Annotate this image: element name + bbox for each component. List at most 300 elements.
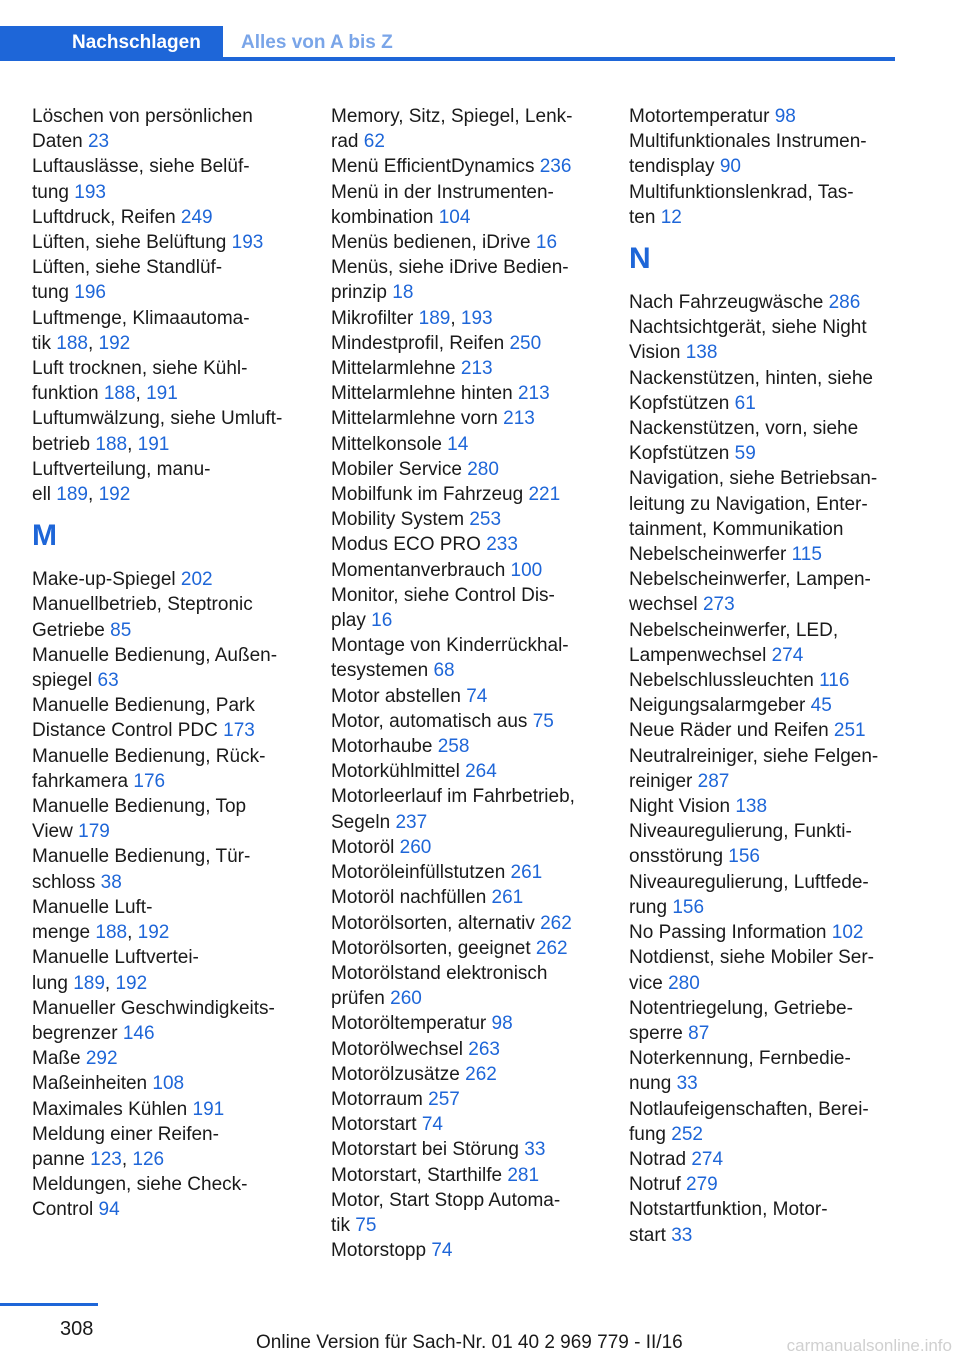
page-link[interactable]: 33: [524, 1139, 546, 1161]
index-entry-term: Motorstart bei Störung: [331, 1139, 519, 1161]
index-entry-text: [629, 1122, 897, 1147]
index-entry-text: [331, 734, 599, 759]
index-entry-term: Daten: [32, 131, 83, 153]
index-entry-text: [331, 936, 599, 961]
page-link[interactable]: 286: [828, 292, 861, 314]
index-entry-text: [629, 340, 897, 365]
page-link[interactable]: 94: [98, 1199, 120, 1221]
page-link[interactable]: 260: [399, 836, 432, 858]
index-entry-text: lung 189, 192: [32, 972, 148, 994]
page-link[interactable]: 251: [833, 720, 866, 742]
page-link[interactable]: 274: [771, 644, 804, 666]
index-entry-text: [32, 844, 300, 869]
index-entry-term: Mindestprofil, Reifen: [331, 332, 505, 354]
page-link[interactable]: 23: [87, 131, 110, 153]
section-letter: N: [629, 242, 651, 276]
index-entry: [32, 895, 300, 945]
index-entry-term: Motorraum: [331, 1088, 423, 1110]
page-link[interactable]: 74: [466, 685, 488, 707]
index-entry-term: Control: [32, 1199, 94, 1221]
index-entry-term: kombination: [331, 206, 434, 228]
page-link[interactable]: 33: [676, 1073, 698, 1095]
index-entry-text: [629, 129, 897, 154]
index-entry-text: [331, 885, 599, 910]
index-entry-term: Motorkühlmittel: [331, 761, 460, 783]
index-entry: [331, 1238, 599, 1263]
index-entry-term: Neutralreiniger, siehe Felgen-: [629, 745, 879, 767]
page-link[interactable]: 156: [728, 846, 760, 868]
index-entry-text: [629, 668, 897, 693]
page-link[interactable]: 260: [390, 988, 422, 1010]
index-entry-term: Distance Control PDC: [32, 720, 218, 742]
index-entry-text: [629, 290, 897, 315]
index-entry-text: [32, 255, 300, 280]
index-entry-term: onsstörung: [629, 846, 724, 868]
page-link[interactable]: 188: [56, 332, 88, 354]
page-link[interactable]: 173: [223, 720, 255, 742]
index-entry: [629, 945, 897, 995]
page-link[interactable]: 189: [56, 484, 88, 506]
index-entry: [331, 1062, 599, 1087]
index-entry-term: Lüften, siehe Standlüf-: [32, 257, 223, 279]
index-column-2: [331, 104, 599, 1263]
page-link[interactable]: 102: [831, 922, 864, 944]
page-link[interactable]: 59: [734, 443, 756, 465]
page-link[interactable]: 280: [668, 972, 700, 994]
index-entry-text: [331, 432, 599, 457]
page-link[interactable]: 263: [468, 1038, 500, 1060]
tab-nachschlagen[interactable]: Nachschlagen: [0, 26, 223, 61]
index-entry: [331, 684, 599, 709]
index-entry-text: [331, 684, 599, 709]
page-link[interactable]: 188: [103, 383, 136, 405]
page-link[interactable]: 279: [686, 1174, 718, 1196]
index-entry-term: Menü in der Instrumenten-: [331, 181, 554, 203]
page-link[interactable]: 191: [192, 1098, 225, 1120]
index-entry: [629, 129, 897, 179]
index-entry: [32, 1122, 300, 1172]
index-entry-term: Notstartfunktion, Motor-: [629, 1199, 828, 1221]
index-entry-text: [629, 1046, 897, 1071]
index-entry-term: reiniger: [629, 770, 693, 792]
index-entry: [32, 356, 300, 406]
index-entry-term: fahrkamera: [32, 770, 129, 792]
index-entry-text: [629, 416, 897, 441]
index-entry-term: Luftmenge, Klimaautoma-: [32, 307, 250, 329]
page-link[interactable]: 236: [539, 156, 572, 178]
index-entry-text: [331, 810, 599, 835]
page-link[interactable]: 192: [98, 332, 131, 354]
page-link[interactable]: 281: [507, 1164, 540, 1186]
index-entry-text: betrieb 188, 191: [32, 433, 170, 455]
index-entry-text: [32, 769, 300, 794]
page-link[interactable]: 273: [702, 594, 735, 616]
index-entry: [331, 154, 599, 179]
page-link[interactable]: 196: [74, 282, 106, 304]
page-link[interactable]: 62: [363, 131, 385, 153]
page-link[interactable]: 213: [517, 383, 550, 405]
index-entry-text: menge 188, 192: [32, 922, 170, 944]
index-entry-text: [629, 366, 897, 391]
index-entry-text: [331, 1037, 599, 1062]
index-entry: [32, 945, 300, 995]
index-entry-term: spiegel: [32, 670, 93, 692]
index-entry-term: Mikrofilter: [331, 307, 414, 329]
index-entry-text: [629, 542, 897, 567]
index-entry: [331, 911, 599, 936]
index-entry: [629, 794, 897, 819]
index-entry-text: [32, 1197, 300, 1222]
index-entry: [32, 1071, 300, 1096]
index-entry-term: Motoröltemperatur: [331, 1013, 487, 1035]
index-entry-term: Memory, Sitz, Spiegel, Lenk-: [331, 106, 573, 127]
index-entry: [32, 205, 300, 230]
index-entry-term: Montage von Kinderrückhal-: [331, 635, 569, 657]
index-entry-text: [331, 1238, 599, 1263]
index-entry: [331, 1037, 599, 1062]
index-entry: [331, 381, 599, 406]
index-entry: [629, 744, 897, 794]
page-link[interactable]: 100: [510, 559, 543, 581]
page-link[interactable]: 16: [371, 610, 393, 632]
index-entry-term: Motorölzusätze: [331, 1063, 460, 1085]
index-entry-text: [629, 769, 897, 794]
index-entry-term: Night Vision: [629, 796, 731, 818]
index-entry: [32, 406, 300, 456]
page-link[interactable]: 146: [122, 1022, 155, 1044]
page-link[interactable]: 287: [697, 770, 730, 792]
page-link[interactable]: 189: [418, 307, 451, 329]
index-entry-text: [32, 718, 300, 743]
index-entry: [629, 996, 897, 1046]
index-entry: [629, 1097, 897, 1147]
index-entry: [32, 230, 300, 255]
index-entry-text: [331, 507, 599, 532]
index-entry-term: Getriebe: [32, 619, 105, 641]
index-entry-text: [331, 532, 599, 557]
page-link[interactable]: 12: [660, 206, 682, 228]
page-link[interactable]: 261: [510, 862, 543, 884]
page-link[interactable]: 18: [392, 282, 414, 304]
index-entry-text: [331, 1112, 599, 1137]
online-version-note: Online Version für Sach-Nr. 01 40 2 969 779 - II/16: [256, 1332, 683, 1353]
index-entry-term: Motor, automatisch aus: [331, 710, 528, 732]
page-link[interactable]: 63: [97, 670, 119, 692]
index-entry-text: [331, 911, 599, 936]
index-entry-term: Motoröl: [331, 836, 395, 858]
index-entry-term: Mittelarmlehne: [331, 358, 456, 380]
index-entry-text: [32, 945, 300, 970]
index-entry-text: [629, 492, 897, 517]
index-entry-text: [32, 996, 300, 1021]
index-entry: [32, 744, 300, 794]
index-entry-text: [32, 895, 300, 920]
index-entry-text: [32, 205, 300, 230]
page-link[interactable]: 33: [671, 1224, 693, 1246]
index-entry-text: [32, 280, 300, 305]
page-link[interactable]: 262: [465, 1063, 497, 1085]
index-entry-text: [331, 784, 599, 809]
index-entry-term: Maße: [32, 1048, 81, 1070]
page-link[interactable]: 138: [735, 796, 768, 818]
page-link[interactable]: 61: [734, 392, 756, 414]
page-link[interactable]: 14: [447, 433, 469, 455]
index-entry-term: rad: [331, 131, 359, 153]
index-entry-term: tendisplay: [629, 156, 715, 178]
index-entry-term: prinzip: [331, 282, 387, 304]
index-entry-term: Manuelle Luft-: [32, 896, 153, 918]
index-entry: [32, 693, 300, 743]
index-entry-text: [32, 1046, 300, 1071]
index-entry-term: ell: [32, 484, 52, 506]
index-entry: [629, 542, 897, 567]
index-entry-text: [629, 315, 897, 340]
page-link[interactable]: 126: [132, 1148, 165, 1170]
index-entry: [331, 306, 599, 331]
page-link[interactable]: 188: [95, 922, 128, 944]
index-entry-text: [331, 154, 599, 179]
index-entry-term: Motor abstellen: [331, 685, 461, 707]
index-entry: [629, 693, 897, 718]
page-link[interactable]: 138: [685, 342, 718, 364]
index-entry-term: fung: [629, 1123, 666, 1145]
index-entry-term: Navigation, siehe Betriebsan-: [629, 468, 878, 490]
index-entry-term: Luftauslässe, siehe Belüf-: [32, 156, 250, 178]
index-entry: [331, 961, 599, 1011]
index-entry-text: [32, 306, 300, 331]
page-link[interactable]: 189: [73, 972, 105, 994]
page-link[interactable]: 192: [115, 972, 148, 994]
page-link[interactable]: 98: [774, 106, 796, 127]
page-link[interactable]: 108: [152, 1073, 185, 1095]
index-entry: [32, 255, 300, 305]
index-entry: [629, 1172, 897, 1197]
page-link[interactable]: 45: [810, 695, 832, 717]
index-entry-text: [331, 457, 599, 482]
page-link[interactable]: 237: [395, 811, 428, 833]
index-entry-text: [629, 466, 897, 491]
index-entry-term: Nebelscheinwerfer: [629, 544, 787, 566]
index-entry-text: [629, 744, 897, 769]
index-entry: [629, 104, 897, 129]
index-entry: [331, 936, 599, 961]
index-entry-text: [331, 280, 599, 305]
index-column-1: [32, 104, 300, 1223]
index-entry-term: lung: [32, 972, 68, 994]
index-entry: [331, 1137, 599, 1162]
index-entry-term: Lüften, siehe Belüftung: [32, 232, 227, 254]
index-entry-text: [32, 180, 300, 205]
index-entry-term: ten: [629, 206, 656, 228]
page-link[interactable]: 85: [110, 619, 132, 641]
index-entry-term: Momentanverbrauch: [331, 559, 506, 581]
index-entry-text: [331, 230, 599, 255]
index-entry-text: [629, 693, 897, 718]
index-entry-term: Manuelle Bedienung, Rück-: [32, 745, 266, 767]
page-link[interactable]: 233: [486, 534, 518, 556]
page-link[interactable]: 202: [180, 569, 213, 591]
index-entry-text: [629, 643, 897, 668]
index-entry-text: [629, 1197, 897, 1222]
page-link[interactable]: 87: [688, 1022, 710, 1044]
index-entry: [331, 180, 599, 230]
index-entry-text: [331, 1188, 599, 1213]
index-entry: [629, 1046, 897, 1096]
index-entry-term: Notentriegelung, Getriebe-: [629, 997, 853, 1019]
index-entry-text: [629, 996, 897, 1021]
page-link[interactable]: 253: [469, 509, 502, 531]
page-link[interactable]: 264: [465, 761, 497, 783]
page-link[interactable]: 274: [691, 1148, 724, 1170]
page-link[interactable]: 188: [95, 433, 128, 455]
index-entry-term: Vision: [629, 342, 681, 364]
index-entry-term: Motoröleinfüllstutzen: [331, 862, 506, 884]
page-link[interactable]: 292: [85, 1048, 118, 1070]
page-link[interactable]: 98: [491, 1013, 513, 1035]
page-link[interactable]: 191: [137, 433, 170, 455]
section-letter: M: [32, 519, 57, 553]
index-entry-term: Noterkennung, Fernbedie-: [629, 1048, 851, 1070]
index-entry-term: sperre: [629, 1022, 683, 1044]
page-link[interactable]: 116: [819, 670, 850, 692]
index-entry-term: Motor, Start Stopp Automa-: [331, 1189, 561, 1211]
page-link[interactable]: 74: [421, 1114, 443, 1136]
page-link[interactable]: 261: [491, 887, 524, 909]
page-link[interactable]: 193: [74, 181, 106, 203]
page-link[interactable]: 193: [231, 232, 264, 254]
page-link[interactable]: 191: [146, 383, 178, 405]
index-entry: [331, 255, 599, 305]
page-link[interactable]: 280: [467, 458, 499, 480]
index-entry: [32, 643, 300, 693]
index-entry-text: [331, 406, 599, 431]
index-entry-text: panne 123, 126: [32, 1148, 165, 1170]
index-entry-text: [629, 920, 897, 945]
index-entry: [32, 996, 300, 1046]
index-entry-text: [629, 154, 897, 179]
page-link[interactable]: 156: [672, 896, 705, 918]
index-entry-text: [32, 592, 300, 617]
index-entry: [32, 844, 300, 894]
index-entry-text: [629, 718, 897, 743]
index-entry-text: [629, 895, 897, 920]
page-link[interactable]: 75: [532, 710, 554, 732]
index-entry-term: Nachtsichtgerät, siehe Night: [629, 317, 867, 339]
page-link[interactable]: 75: [355, 1214, 377, 1236]
tab-alles-von-a-bis-z[interactable]: Alles von A bis Z: [241, 32, 393, 53]
index-entry: [32, 567, 300, 592]
index-entry: [331, 734, 599, 759]
index-entry-term: Motorleerlauf im Fahrbetrieb,: [331, 786, 575, 808]
page-link[interactable]: 16: [535, 232, 558, 254]
index-entry-term: play: [331, 610, 366, 632]
index-entry-text: [331, 356, 599, 381]
index-entry-term: leitung zu Navigation, Enter-: [629, 493, 868, 515]
index-entry: [629, 870, 897, 920]
page-link[interactable]: 192: [137, 922, 170, 944]
index-entry-text: [629, 1021, 897, 1046]
index-entry-term: Luftverteilung, manu-: [32, 458, 211, 480]
page-link[interactable]: 192: [98, 484, 131, 506]
index-entry-term: Motorölsorten, alternativ: [331, 912, 535, 934]
index-entry-text: [331, 1062, 599, 1087]
index-entry-term: Luftdruck, Reifen: [32, 206, 176, 228]
page-link[interactable]: 68: [433, 660, 455, 682]
index-entry-text: [32, 1172, 300, 1197]
page-link[interactable]: 38: [100, 871, 122, 893]
page-link[interactable]: 221: [528, 484, 561, 506]
index-entry-text: tik 188, 192: [32, 332, 131, 354]
index-entry: [32, 592, 300, 642]
index-entry-term: Mittelkonsole: [331, 433, 442, 455]
page-link[interactable]: 213: [460, 358, 493, 380]
index-entry-term: Maßeinheiten: [32, 1073, 148, 1095]
page-link[interactable]: 115: [791, 544, 822, 566]
page-link[interactable]: 249: [180, 206, 213, 228]
index-entry-text: [331, 608, 599, 633]
index-entry-term: Motorhaube: [331, 736, 433, 758]
page-link[interactable]: 179: [78, 821, 110, 843]
page-link[interactable]: 104: [438, 206, 471, 228]
page-link[interactable]: 262: [540, 912, 572, 934]
index-entry-term: Multifunktionslenkrad, Tas-: [629, 181, 854, 203]
index-entry-term: Monitor, siehe Control Dis-: [331, 584, 555, 606]
page-link[interactable]: 252: [671, 1123, 703, 1145]
index-entry-term: Nach Fahrzeugwäsche: [629, 292, 824, 314]
index-entry: [32, 306, 300, 356]
page-link[interactable]: 74: [431, 1240, 453, 1262]
index-entry-term: Manuelle Bedienung, Park: [32, 695, 255, 717]
index-entry-term: start: [629, 1224, 666, 1246]
index-entry: [331, 709, 599, 734]
index-entry-term: Mobilfunk im Fahrzeug: [331, 484, 524, 506]
index-entry-term: Notlaufeigenschaften, Berei-: [629, 1098, 869, 1120]
index-entry-text: [629, 1172, 897, 1197]
index-entry: [629, 416, 897, 466]
page-link[interactable]: 262: [535, 937, 568, 959]
index-entry-term: Meldung einer Reifen-: [32, 1123, 219, 1145]
page-link[interactable]: 193: [460, 307, 493, 329]
index-entry-text: [331, 986, 599, 1011]
page-link[interactable]: 123: [90, 1148, 122, 1170]
page-header: [0, 26, 895, 62]
index-entry-term: Menü EfficientDynamics: [331, 156, 535, 178]
index-entry-text: [629, 1223, 897, 1248]
page-link[interactable]: 258: [437, 736, 470, 758]
page-link[interactable]: 90: [719, 156, 741, 178]
index-entry-term: vice: [629, 972, 663, 994]
index-entry-text: [331, 558, 599, 583]
page-number-rule: [0, 1303, 98, 1306]
index-entry-text: [629, 517, 897, 542]
index-entry: [331, 583, 599, 633]
index-column-3: [629, 104, 897, 1248]
page-link[interactable]: 213: [503, 408, 535, 430]
index-entry-text: [629, 205, 897, 230]
index-entry-term: betrieb: [32, 433, 91, 455]
page-link[interactable]: 257: [428, 1088, 460, 1110]
index-entry-text: [331, 482, 599, 507]
index-entry: [331, 104, 599, 154]
index-entry-term: Nebelschlussleuchten: [629, 670, 814, 692]
page-link[interactable]: 250: [509, 332, 542, 354]
index-entry-text: [32, 1122, 300, 1147]
index-entry-text: [629, 945, 897, 970]
index-entry-term: Luft trocknen, siehe Kühl-: [32, 358, 248, 380]
page-link[interactable]: 176: [133, 770, 166, 792]
index-entry-text: [629, 844, 897, 869]
index-entry: [331, 532, 599, 557]
